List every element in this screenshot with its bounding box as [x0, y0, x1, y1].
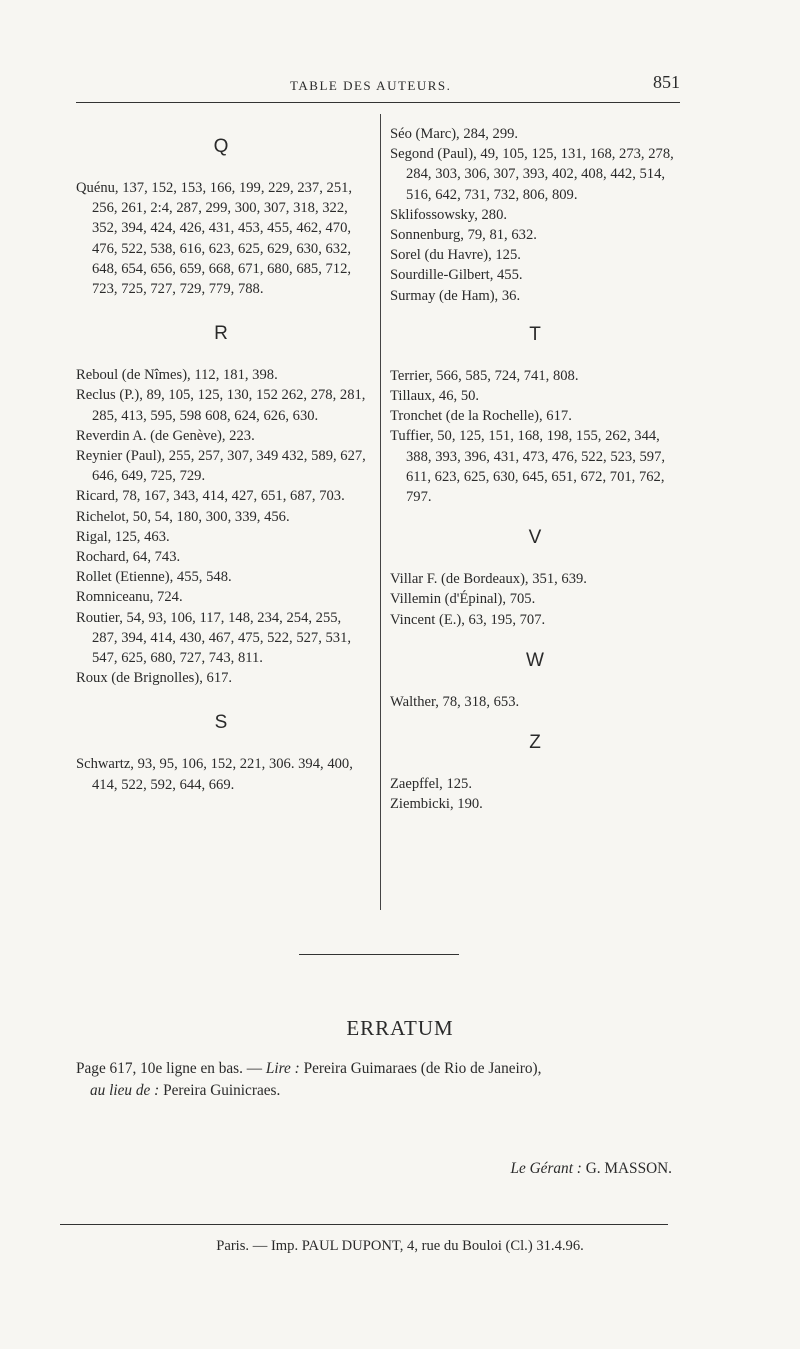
- page-number: 851: [653, 72, 680, 92]
- erratum-title: ERRATUM: [346, 1016, 454, 1040]
- running-title: TABLE DES AUTEURS.: [290, 78, 452, 93]
- index-entry: Villemin (d'Épinal), 705.: [390, 591, 536, 608]
- index-entry: Schwartz, 93, 95, 106, 152, 221, 306. 394, 400, 414, 522, 592, 644, 669.: [76, 756, 353, 793]
- erratum-wrong-name: Pereira Guinicraes.: [159, 1082, 281, 1099]
- section-letter: Q: [213, 136, 229, 157]
- index-entry: Sklifossowsky, 280.: [390, 206, 508, 223]
- erratum-au-lieu: au lieu de :: [90, 1082, 160, 1099]
- index-entry: Sorel (du Havre), 125.: [390, 247, 521, 264]
- index-section: [76, 136, 366, 299]
- erratum-line-2: [90, 1082, 280, 1100]
- index-section: [76, 712, 366, 794]
- section-letter: R: [214, 323, 228, 345]
- index-section: [390, 324, 680, 507]
- index-entry: Tillaux, 46, 50.: [390, 388, 480, 405]
- index-entry: Routier, 54, 93, 106, 117, 148, 234, 254, 255, 287, 394, 414, 430, 467, 475, 522, 527, 531, 547, 625, 680, 727, 743, 811.: [76, 609, 352, 667]
- section-letter: S: [214, 712, 228, 734]
- index-entry: Romniceanu, 724.: [76, 589, 183, 606]
- index-entry: Terrier, 566, 585, 724, 741, 808.: [390, 367, 579, 384]
- signature: [511, 1160, 673, 1178]
- index-entry: Segond (Paul), 49, 105, 125, 131, 168, 273, 278, 284, 303, 306, 307, 393, 402, 408, 442, 514, 516, 642, 731, 732, 806, 809.: [390, 146, 674, 203]
- index-entry: Ricard, 78, 167, 343, 414, 427, 651, 687, 703.: [76, 488, 345, 505]
- section-letter: T: [529, 323, 541, 345]
- signature-name: G. MASSON.: [581, 1160, 672, 1177]
- right-column: [390, 124, 680, 814]
- index-section: [76, 323, 366, 688]
- column-divider: [380, 114, 381, 910]
- erratum-lire: Lire :: [265, 1060, 300, 1077]
- erratum-line-1: [76, 1060, 541, 1078]
- index-entry: Zaepffel, 125.: [390, 776, 472, 793]
- footer-rule: [60, 1224, 668, 1225]
- index-entry: Tuffier, 50, 125, 151, 168, 198, 155, 262, 344, 388, 393, 396, 431, 473, 476, 522, 523, 597, 611, 623, 625, 630, 645, 651, 672, 701, 762, 797.: [390, 428, 666, 506]
- index-entry: Surmay (de Ham), 36.: [390, 287, 521, 304]
- index-entry: Vincent (E.), 63, 195, 707.: [390, 611, 546, 628]
- index-section: [390, 124, 680, 306]
- index-section: [390, 650, 680, 712]
- index-entry: Roux (de Brignolles), 617.: [76, 670, 233, 687]
- left-column: [76, 124, 366, 795]
- section-letter: Z: [529, 732, 541, 754]
- index-entry: Reynier (Paul), 255, 257, 307, 349 432, 589, 627, 646, 649, 725, 729.: [76, 448, 366, 485]
- signature-label: Le Gérant :: [510, 1160, 582, 1177]
- index-entry: Rollet (Etienne), 455, 548.: [76, 569, 232, 586]
- index-entry: Tronchet (de la Rochelle), 617.: [390, 408, 572, 425]
- index-entry: Reverdin A. (de Genève), 223.: [76, 427, 255, 444]
- index-section: [390, 732, 680, 814]
- index-entry: Rochard, 64, 743.: [76, 549, 181, 566]
- index-entry: Richelot, 50, 54, 180, 300, 339, 456.: [76, 508, 290, 525]
- index-section: [390, 527, 680, 630]
- index-entry: Walther, 78, 318, 653.: [390, 693, 520, 710]
- index-entry: Quénu, 137, 152, 153, 166, 199, 229, 237, 251, 256, 261, 2:4, 287, 299, 300, 307, 318, 322, 352, 394, 424, 426, 431, 453, 455, 462, 470, 476, 522, 538, 616, 623, 625, 629, 630, 632, 648, 654, 656, 659, 668, 671, 680, 685, 712, 723, 725, 727, 729, 779, 788.: [76, 180, 353, 298]
- erratum-correct-name: Pereira Guimaraes (de Rio de Janeiro),: [299, 1060, 542, 1077]
- index-entry: Ziembicki, 190.: [390, 796, 483, 813]
- page-header: [76, 72, 680, 103]
- index-entry: Rigal, 125, 463.: [76, 528, 170, 545]
- section-letter: V: [528, 527, 542, 549]
- index-entry: Séo (Marc), 284, 299.: [390, 126, 519, 142]
- erratum-page-ref: Page 617, 10e ligne en bas. —: [76, 1060, 266, 1077]
- section-separator: [299, 954, 459, 955]
- printer-footer: Paris. — Imp. PAUL DUPONT, 4, rue du Bouloi (Cl.) 31.4.96.: [216, 1238, 584, 1254]
- section-letter: W: [526, 649, 544, 671]
- index-entry: Reclus (P.), 89, 105, 125, 130, 152 262, 278, 281, 285, 413, 595, 598 608, 624, 626, 630.: [76, 387, 366, 424]
- index-entry: Sourdille-Gilbert, 455.: [390, 267, 523, 284]
- index-entry: Sonnenburg, 79, 81, 632.: [390, 227, 537, 244]
- index-entry: Villar F. (de Bordeaux), 351, 639.: [390, 571, 587, 588]
- index-entry: Reboul (de Nîmes), 112, 181, 398.: [76, 367, 278, 384]
